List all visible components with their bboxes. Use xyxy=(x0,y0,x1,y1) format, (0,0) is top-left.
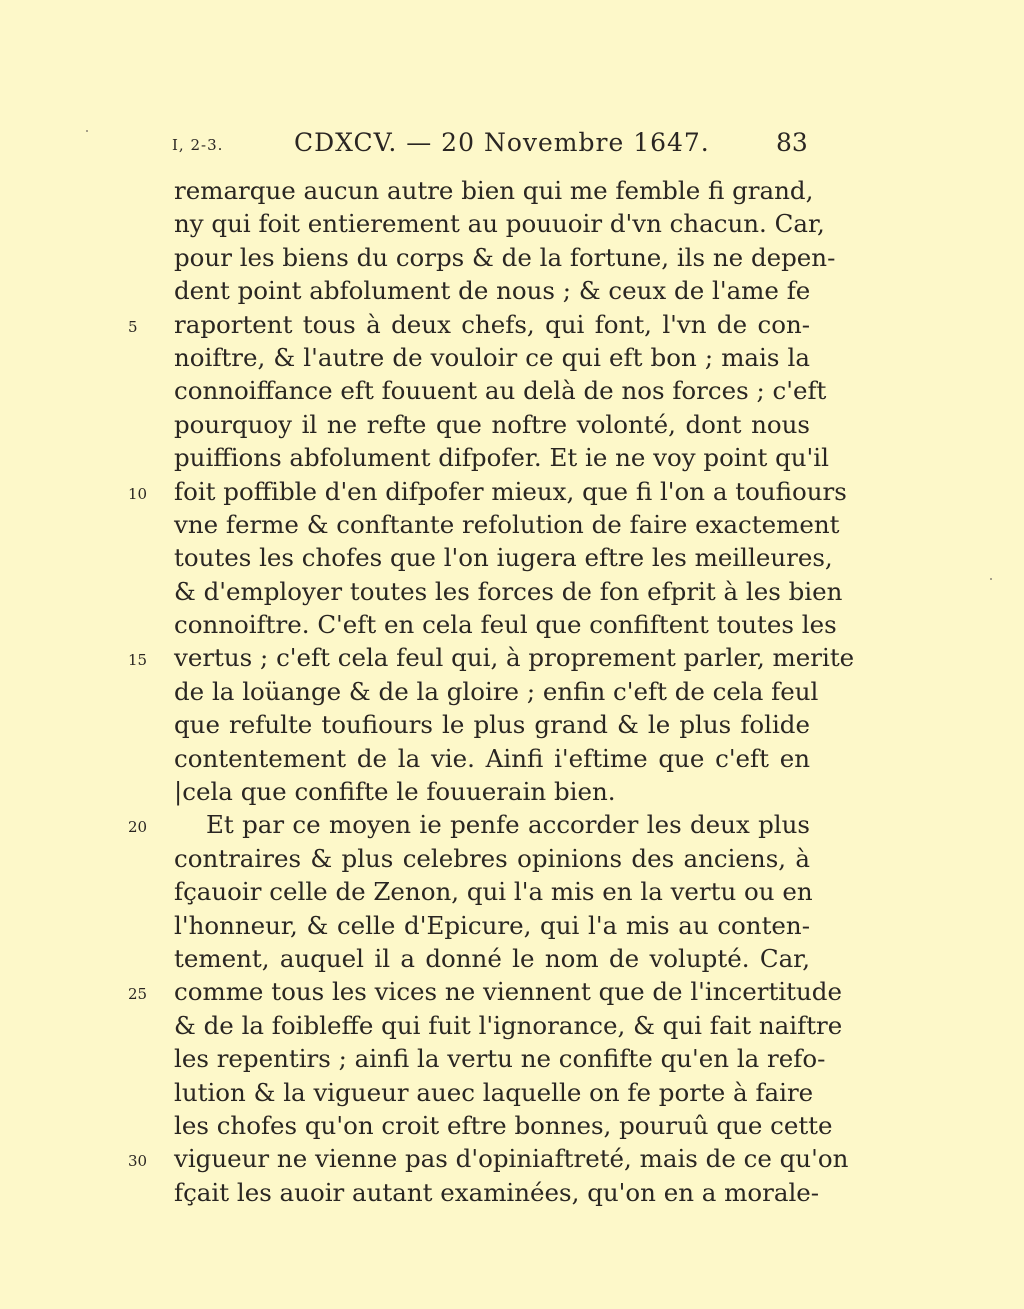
header-reference: I, 2-3. xyxy=(172,136,224,154)
text-line xyxy=(0,909,1024,942)
text-line xyxy=(0,675,1024,708)
line-number: 25 xyxy=(128,985,148,1004)
text-line xyxy=(0,1142,1024,1175)
text-line xyxy=(0,475,1024,508)
line-text: pourquoy il ne refte que noftre volonté, dont nous xyxy=(174,409,810,439)
text-line xyxy=(0,1176,1024,1209)
text-line xyxy=(0,575,1024,608)
line-number: 5 xyxy=(128,317,138,336)
text-line xyxy=(0,1009,1024,1042)
line-text: lution & la vigueur auec laquelle on fe porte à faire xyxy=(174,1077,814,1107)
text-line xyxy=(0,942,1024,975)
text-line xyxy=(0,174,1024,207)
line-text: noiftre, & l'autre de vouloir ce qui eft bon ; mais la xyxy=(174,342,810,372)
line-text: les repentirs ; ainfi la vertu ne confifte qu'en la refo- xyxy=(174,1044,826,1074)
paper-speck xyxy=(990,578,992,580)
text-line xyxy=(0,1109,1024,1142)
line-text: contraires & plus celebres opinions des anciens, à xyxy=(174,843,810,873)
line-text: contentement de la vie. Ainfi i'eftime que c'eft en xyxy=(174,743,810,773)
line-text: dent point abfolument de nous ; & ceux de l'ame fe xyxy=(174,276,811,306)
text-line xyxy=(0,808,1024,841)
line-number: 10 xyxy=(128,484,148,503)
line-text: foit poffible d'en difpofer mieux, que fi l'on a toufiours xyxy=(174,476,847,506)
line-text: comme tous les vices ne viennent que de l'incertitude xyxy=(174,977,842,1007)
line-text: remarque aucun autre bien qui me femble fi grand, xyxy=(174,176,814,205)
text-line xyxy=(0,1076,1024,1109)
line-text: que refulte toufiours le plus grand & le plus folide xyxy=(174,710,810,740)
line-text: vne ferme & conftante refolution de faire exactement xyxy=(174,509,840,539)
text-line xyxy=(0,241,1024,274)
text-line xyxy=(0,608,1024,641)
text-line xyxy=(0,742,1024,775)
text-line xyxy=(0,1042,1024,1075)
text-line xyxy=(0,341,1024,374)
text-line xyxy=(0,207,1024,240)
text-line xyxy=(0,708,1024,741)
text-line xyxy=(0,541,1024,574)
text-line xyxy=(0,308,1024,341)
line-text: pour les biens du corps & de la fortune, ils ne depen- xyxy=(174,242,836,272)
line-text: de la loüange & de la gloire ; enfin c'eft de cela feul xyxy=(174,676,819,706)
line-text: tement, auquel il a donné le nom de volupté. Car, xyxy=(174,943,810,973)
line-text: fçauoir celle de Zenon, qui l'a mis en la vertu ou en xyxy=(174,877,813,907)
running-header xyxy=(0,128,1024,168)
line-text: puiffions abfolument difpofer. Et ie ne voy point qu'il xyxy=(174,443,829,473)
line-text: ny qui foit entierement au pouuoir d'vn chacun. Car, xyxy=(174,209,825,239)
line-text: connoiffance eft fouuent au delà de nos forces ; c'eft xyxy=(174,376,827,406)
body-text xyxy=(0,174,1024,1209)
line-text: raportent tous à deux chefs, qui font, l'vn de con- xyxy=(174,309,810,339)
line-text: & d'employer toutes les forces de fon efprit à les bien xyxy=(174,576,843,606)
text-line xyxy=(0,408,1024,441)
text-line xyxy=(0,441,1024,474)
text-line xyxy=(0,975,1024,1008)
line-text: & de la foibleffe qui fuit l'ignorance, & qui fait naiftre xyxy=(174,1010,843,1040)
line-text: l'honneur, & celle d'Epicure, qui l'a mis au conten- xyxy=(174,910,810,940)
paper-speck xyxy=(86,130,88,132)
text-line xyxy=(0,374,1024,407)
page-number: 83 xyxy=(776,128,808,157)
text-line xyxy=(0,775,1024,808)
text-line xyxy=(0,274,1024,307)
line-text: vertus ; c'eft cela feul qui, à proprement parler, merite xyxy=(174,643,855,673)
text-line xyxy=(0,875,1024,908)
line-text: fçait les auoir autant examinées, qu'on en a morale- xyxy=(174,1177,820,1207)
line-number: 15 xyxy=(128,651,148,670)
line-text: les chofes qu'on croit eftre bonnes, pouruû que cette xyxy=(174,1110,833,1140)
line-number: 20 xyxy=(128,818,148,837)
text-line xyxy=(0,641,1024,674)
text-line xyxy=(0,842,1024,875)
text-line xyxy=(0,508,1024,541)
line-text: connoiftre. C'eft en cela feul que confiftent toutes les xyxy=(174,610,837,640)
line-text: vigueur ne vienne pas d'opiniaftreté, mais de ce qu'on xyxy=(174,1144,849,1174)
line-text: |cela que confifte le fouuerain bien. xyxy=(174,777,616,807)
line-text: toutes les chofes que l'on iugera eftre les meilleures, xyxy=(174,543,833,573)
header-title: CDXCV. — 20 Novembre 1647. xyxy=(294,128,710,157)
line-text: Et par ce moyen ie penfe accorder les deux plus xyxy=(206,810,810,840)
line-number: 30 xyxy=(128,1152,148,1171)
